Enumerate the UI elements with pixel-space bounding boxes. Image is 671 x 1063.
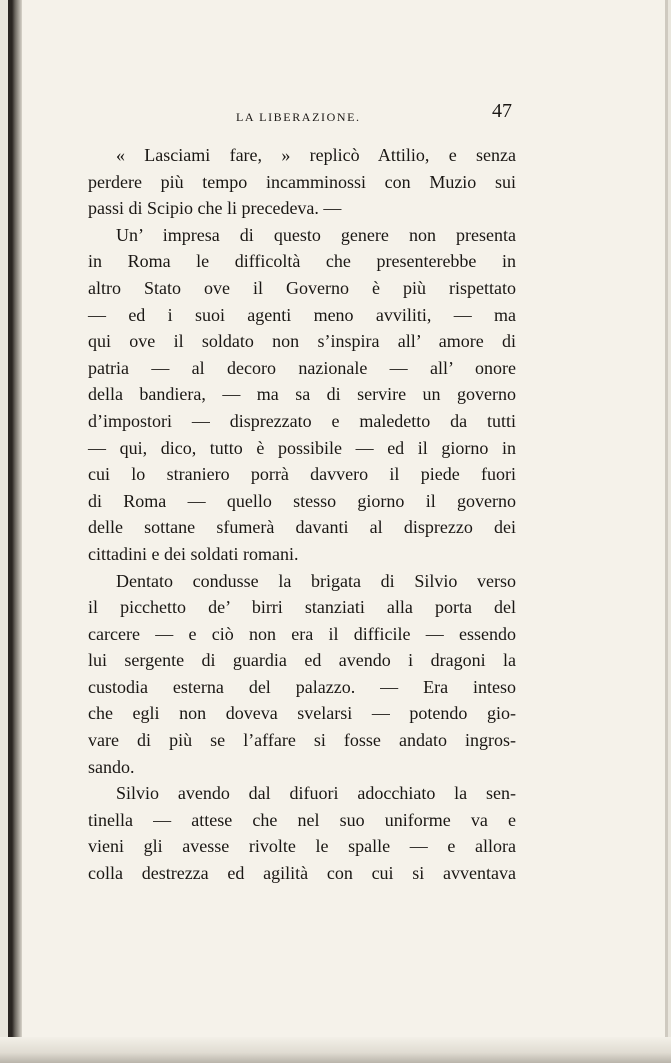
text-line: in Roma le difficoltà che presenterebbe in — [88, 251, 516, 272]
text-line: passi di Scipio che li precedeva. — — [88, 198, 342, 219]
text-line: — qui, dico, tutto è possibile — ed il giorno in — [88, 437, 516, 458]
text-line: colla destrezza ed agilità con cui si avventava — [88, 863, 516, 884]
text-line: — ed i suoi agenti meno avviliti, — ma — [88, 304, 516, 325]
text-line: sando. — [88, 756, 135, 777]
text-line: lui sergente di guardia ed avendo i dragoni la — [88, 650, 516, 671]
text-line: Dentato condusse la brigata di Silvio verso — [116, 570, 516, 591]
page-binding-edge — [8, 0, 22, 1063]
text-line: qui ove il soldato non s’inspira all’ amore di — [88, 331, 516, 352]
text-line: vieni gli avesse rivolte le spalle — e allora — [88, 836, 516, 857]
text-line: d’impostori — disprezzato e maledetto da tutti — [88, 410, 516, 431]
text-line: vare di più se l’affare si fosse andato ingros- — [88, 730, 516, 751]
text-line: delle sottane sfumerà davanti al disprezzo dei — [88, 517, 516, 538]
page-bottom-edge — [0, 1037, 671, 1063]
text-line: perdere più tempo incamminossi con Muzio sui — [88, 171, 516, 192]
page-header — [236, 100, 512, 130]
text-line: della bandiera, — ma sa di servire un governo — [88, 384, 516, 405]
running-head: LA LIBERAZIONE. — [236, 110, 361, 124]
body-text — [88, 142, 516, 887]
text-line: che egli non doveva svelarsi — potendo gio- — [88, 703, 516, 724]
text-line: Silvio avendo dal difuori adocchiato la sen- — [116, 783, 516, 804]
text-line: tinella — attese che nel suo uniforme va e — [88, 809, 516, 830]
text-line: carcere — e ciò non era il difficile — essendo — [88, 623, 516, 644]
text-line: cittadini e dei soldati romani. — [88, 543, 299, 564]
text-line: altro Stato ove il Governo è più rispettato — [88, 277, 516, 298]
text-line: di Roma — quello stesso giorno il governo — [88, 490, 516, 511]
text-line: custodia esterna del palazzo. — Era inteso — [88, 676, 516, 697]
page-number: 47 — [492, 100, 512, 122]
page-right-edge — [665, 0, 668, 1063]
text-line: patria — al decoro nazionale — all’ onore — [88, 357, 516, 378]
text-line: il picchetto de’ birri stanziati alla porta del — [88, 597, 516, 618]
text-line: cui lo straniero porrà davvero il piede fuori — [88, 464, 516, 485]
text-line: « Lasciami fare, » replicò Attilio, e senza — [116, 145, 516, 165]
text-line: Un’ impresa di questo genere non presenta — [116, 224, 516, 245]
